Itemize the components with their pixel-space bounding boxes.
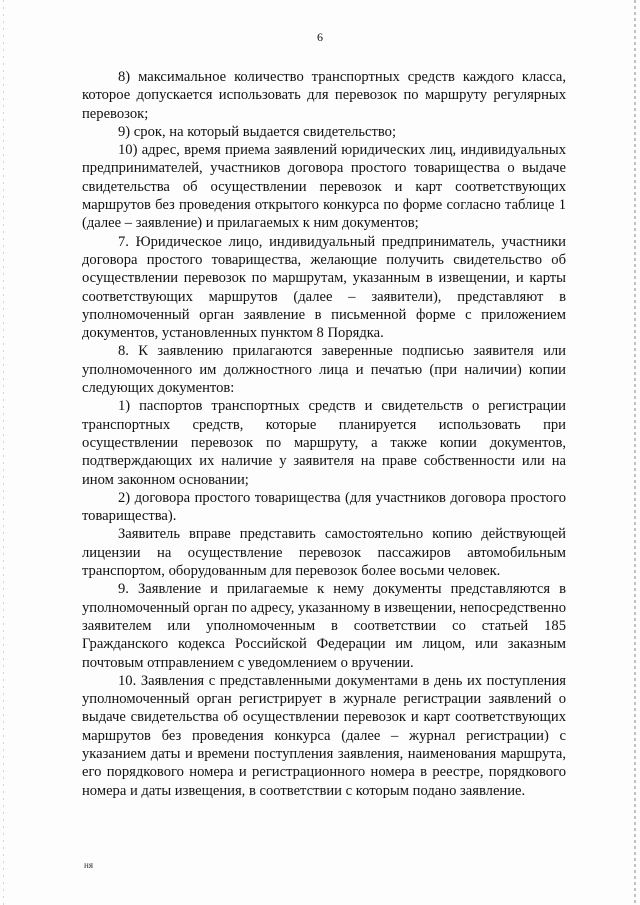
paragraph-clause-8: 8. К заявлению прилагаются заверенные подписью заявителя или уполномоченного им должностного лица и печатью (при наличии) копии следующих документов: bbox=[82, 343, 566, 397]
paragraph-item-9: 9) срок, на который выдается свидетельство; bbox=[118, 123, 397, 140]
paragraph-clause-9: 9. Заявление и прилагаемые к нему документы представляются в уполномоченный орган по адресу, указанному в извещении, непосредственно заявителем или уполномоченным в соответствии со статьей 185 Гражданского кодекса Российской Федерации им лицом, или заказным почтовым отправлением с уведомлением о вручении. bbox=[82, 581, 566, 671]
paragraph-clause-7: 7. Юридическое лицо, индивидуальный предприниматель, участники договора простого товарищества, желающие получить свидетельство об осуществлении перевозок по маршрутам, указанным в извещении, и карты соответствующих маршрутов (далее – заявители), представляют в уполномоченный орган заявление в письменной форме с приложением документов, установленных пунктом 8 Порядка. bbox=[82, 233, 566, 342]
paragraph-subitem-2: 2) договора простого товарищества (для участников договора простого товарищества). bbox=[82, 489, 566, 525]
paragraph-item-8: 8) максимальное количество транспортных средств каждого класса, которое допускается использовать для перевозок по маршруту регулярных перевозок; bbox=[82, 69, 566, 122]
paragraph-license-note: Заявитель вправе представить самостоятельно копию действующей лицензии на осуществление перевозок пассажиров автомобильным транспортом, оборудованным для перевозок более восьми человек. bbox=[82, 526, 566, 580]
paragraph-item-10: 10) адрес, время приема заявлений юридических лиц, индивидуальных предпринимателей, участников договора простого товарищества о выдаче свидетельства об осуществлении перевозок и карт соответствующих маршрутов без проведения открытого конкурса по форме согласно таблице 1 (далее – заявление) и прилагаемых к ним документов; bbox=[82, 142, 566, 232]
footer-mark: ня bbox=[84, 860, 93, 870]
scan-edge-left bbox=[3, 0, 4, 905]
paragraph-clause-10: 10. Заявления с представленными документами в день их поступления уполномоченный орган регистрирует в журнале регистрации заявлений о выдаче свидетельства об осуществлении перевозок и карт соответствующих маршрутов без проведения конкурса (далее – журнал регистрации) с указанием даты и времени поступления заявления, наименования маршрута, его порядкового номера и регистрационного номера в реестре, порядкового номера и даты извещения, в соответствии с которым подано заявление. bbox=[82, 672, 566, 799]
document-body bbox=[82, 68, 566, 800]
scan-edge-right bbox=[634, 0, 636, 905]
page-number: 6 bbox=[317, 30, 323, 44]
paragraph-subitem-1: 1) паспортов транспортных средств и свидетельств о регистрации транспортных средств, которые планируется использовать при осуществлении перевозок по маршруту, а также копии документов, подтверждающих их наличие у заявителя на праве собственности или на ином законном основании; bbox=[82, 398, 566, 488]
